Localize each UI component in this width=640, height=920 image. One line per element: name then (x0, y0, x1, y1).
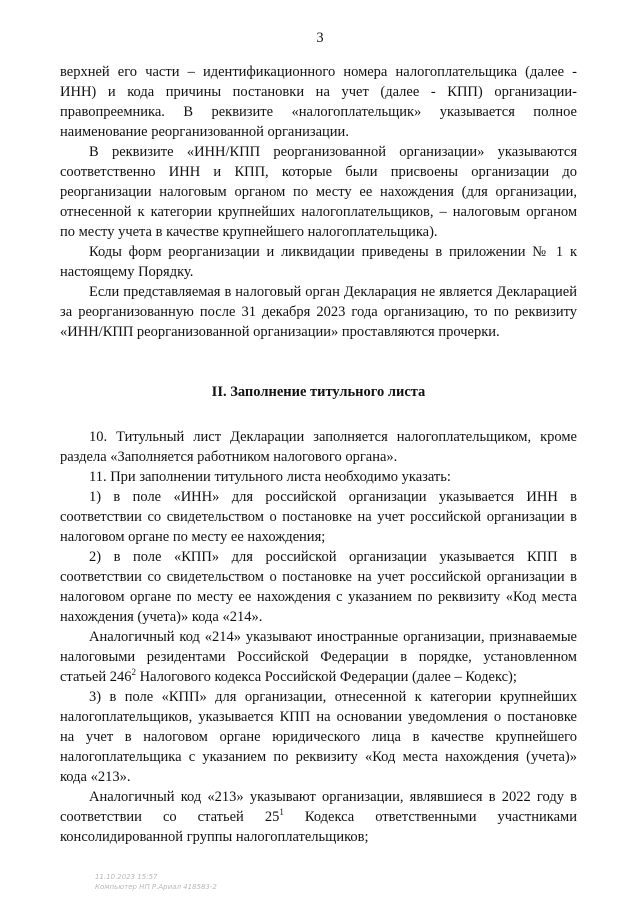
paragraph: 11. При заполнении титульного листа необходимо указать: (89, 469, 451, 485)
superscript: 1 (279, 807, 284, 818)
superscript: 2 (131, 667, 137, 678)
footer-line: 11.10.2023 15:57 (95, 873, 158, 881)
paragraph: В реквизите «ИНН/КПП реорганизованной организации» указываются соответственно ИНН и КПП, которые были присвоены организации до реорганизации налоговым органом по месту ее нахождения (для организации, отнесенной к категории крупнейших налогоплательщиков, – налоговым органом по месту учета в качестве крупнейшего налогоплательщика). (60, 144, 577, 240)
paragraph: Коды форм реорганизации и ликвидации приведены в приложении № 1 к настоящему Порядку. (60, 244, 577, 280)
paragraph: верхней его части – идентификационного номера налогоплательщика (далее - ИНН) и кода причины постановки на учет (далее - КПП) организации-правопреемника. В реквизите «налогоплательщик» указывается полное наименование реорганизованной организации. (60, 64, 577, 140)
paragraph-text: Кодекса ответственными участниками консолидированной группы налогоплательщиков; (60, 809, 577, 845)
paragraph: 10. Титульный лист Декларации заполняется налогоплательщиком, кроме раздела «Заполняется работником налогового органа». (60, 429, 577, 465)
paragraph-text: Налогового кодекса Российской Федерации (далее – Кодекс); (136, 669, 517, 685)
paragraph: 3) в поле «КПП» для организации, отнесенной к категории крупнейших налогоплательщиков, указывается КПП на основании уведомления о постановке на учет в налоговом органе юридического лица в качестве крупнейшего налогоплательщика с указанием по реквизиту «Код места нахождения (учета)» кода «213». (60, 689, 577, 785)
paragraph (60, 627, 577, 687)
paragraph: 1) в поле «ИНН» для российской организации указывается ИНН в соответствии со свидетельством о постановке на учет российской организации в налоговом органе по месту ее нахождения; (60, 489, 577, 545)
paragraph-text: Аналогичный код «214» указывают иностранные организации, признаваемые налоговыми резидентами Российской Федерации в порядке, установленном статьей 246 (60, 629, 577, 685)
paragraph-text: Аналогичный код «213» указывают организации, являвшиеся в 2022 году в соответствии со статьей 25 (60, 789, 577, 825)
document-body (60, 62, 577, 847)
page-number: 3 (316, 30, 324, 46)
paragraph: Если представляемая в налоговый орган Декларация не является Декларацией за реорганизованную после 31 декабря 2023 года организацию, то по реквизиту «ИНН/КПП реорганизованной организации» проставляются прочерки. (60, 284, 577, 340)
paragraph: 2) в поле «КПП» для российской организации указывается КПП в соответствии со свидетельством о постановке на учет российской организации в налоговом органе по месту ее нахождения с указанием по реквизиту «Код места нахождения (учета)» кода «214». (60, 549, 577, 625)
footer-stamp (95, 872, 217, 892)
section-heading: II. Заполнение титульного листа (211, 384, 426, 400)
paragraph (60, 787, 577, 847)
footer-line: Компьютер НП Р.Ариал 418583-2 (95, 883, 217, 891)
